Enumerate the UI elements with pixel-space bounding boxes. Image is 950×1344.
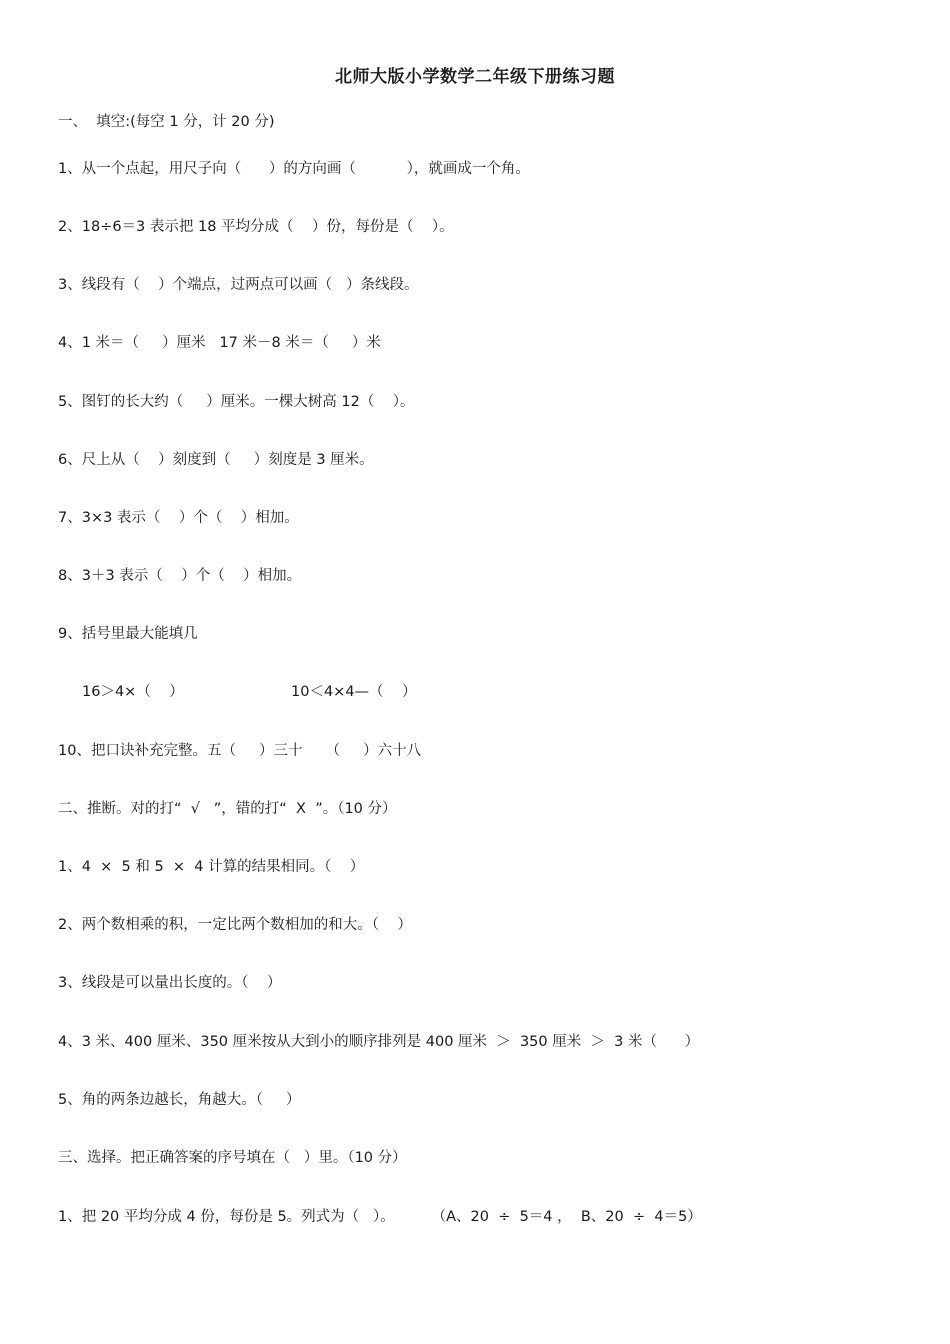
page-title: 北师大版小学数学二年级下册练习题 xyxy=(335,67,615,87)
judge-question-1: 1、4 × 5 和 5 × 4 计算的结果相同。（ ） xyxy=(58,859,365,875)
fill-question-9: 9、括号里最大能填几 xyxy=(58,626,198,642)
section-1-heading: 一、 填空:(每空 1 分，计 20 分) xyxy=(58,114,275,130)
fill-question-5: 5、图钉的长大约（ ）厘米。一棵大树高 12（ ）。 xyxy=(58,394,415,410)
choice-question-1: 1、把 20 平均分成 4 份，每份是 5。列式为（ ）。 （A、20 ÷ 5＝4 ， B、20 ÷ 4＝5） xyxy=(58,1209,702,1225)
fill-question-9a: 16＞4×（ ） xyxy=(82,684,184,700)
judge-question-4: 4、3 米、400 厘米、350 厘米按从大到小的顺序排列是 400 厘米 ＞ 350 厘米 ＞ 3 米（ ） xyxy=(58,1034,700,1050)
judge-question-3: 3、线段是可以量出长度的。（ ） xyxy=(58,975,282,991)
judge-question-5: 5、角的两条边越长，角越大。（ ） xyxy=(58,1092,301,1108)
fill-question-2: 2、18÷6＝3 表示把 18 平均分成（ ）份，每份是（ ）。 xyxy=(58,219,454,235)
fill-question-8: 8、3＋3 表示（ ）个（ ）相加。 xyxy=(58,568,302,584)
fill-question-4: 4、1 米＝（ ）厘米 17 米－8 米＝（ ）米 xyxy=(58,335,381,351)
section-3-heading: 三、选择。把正确答案的序号填在（ ）里。（10 分） xyxy=(58,1150,407,1166)
fill-question-7: 7、3×3 表示（ ）个（ ）相加。 xyxy=(58,510,299,526)
fill-question-9b: 10＜4×4—（ ） xyxy=(291,684,417,700)
fill-question-10: 10、把口诀补充完整。五（ ）三十 （ ）六十八 xyxy=(58,743,422,759)
fill-question-1: 1、从一个点起，用尺子向（ ）的方向画（ ），就画成一个角。 xyxy=(58,161,530,177)
judge-question-2: 2、两个数相乘的积，一定比两个数相加的和大。（ ） xyxy=(58,917,412,933)
section-2-heading: 二、推断。对的打“ √ ”，错的打“ X ”。（10 分） xyxy=(58,801,397,817)
fill-question-6: 6、尺上从（ ）刻度到（ ）刻度是 3 厘米。 xyxy=(58,452,374,468)
fill-question-3: 3、线段有（ ）个端点，过两点可以画（ ）条线段。 xyxy=(58,277,419,293)
